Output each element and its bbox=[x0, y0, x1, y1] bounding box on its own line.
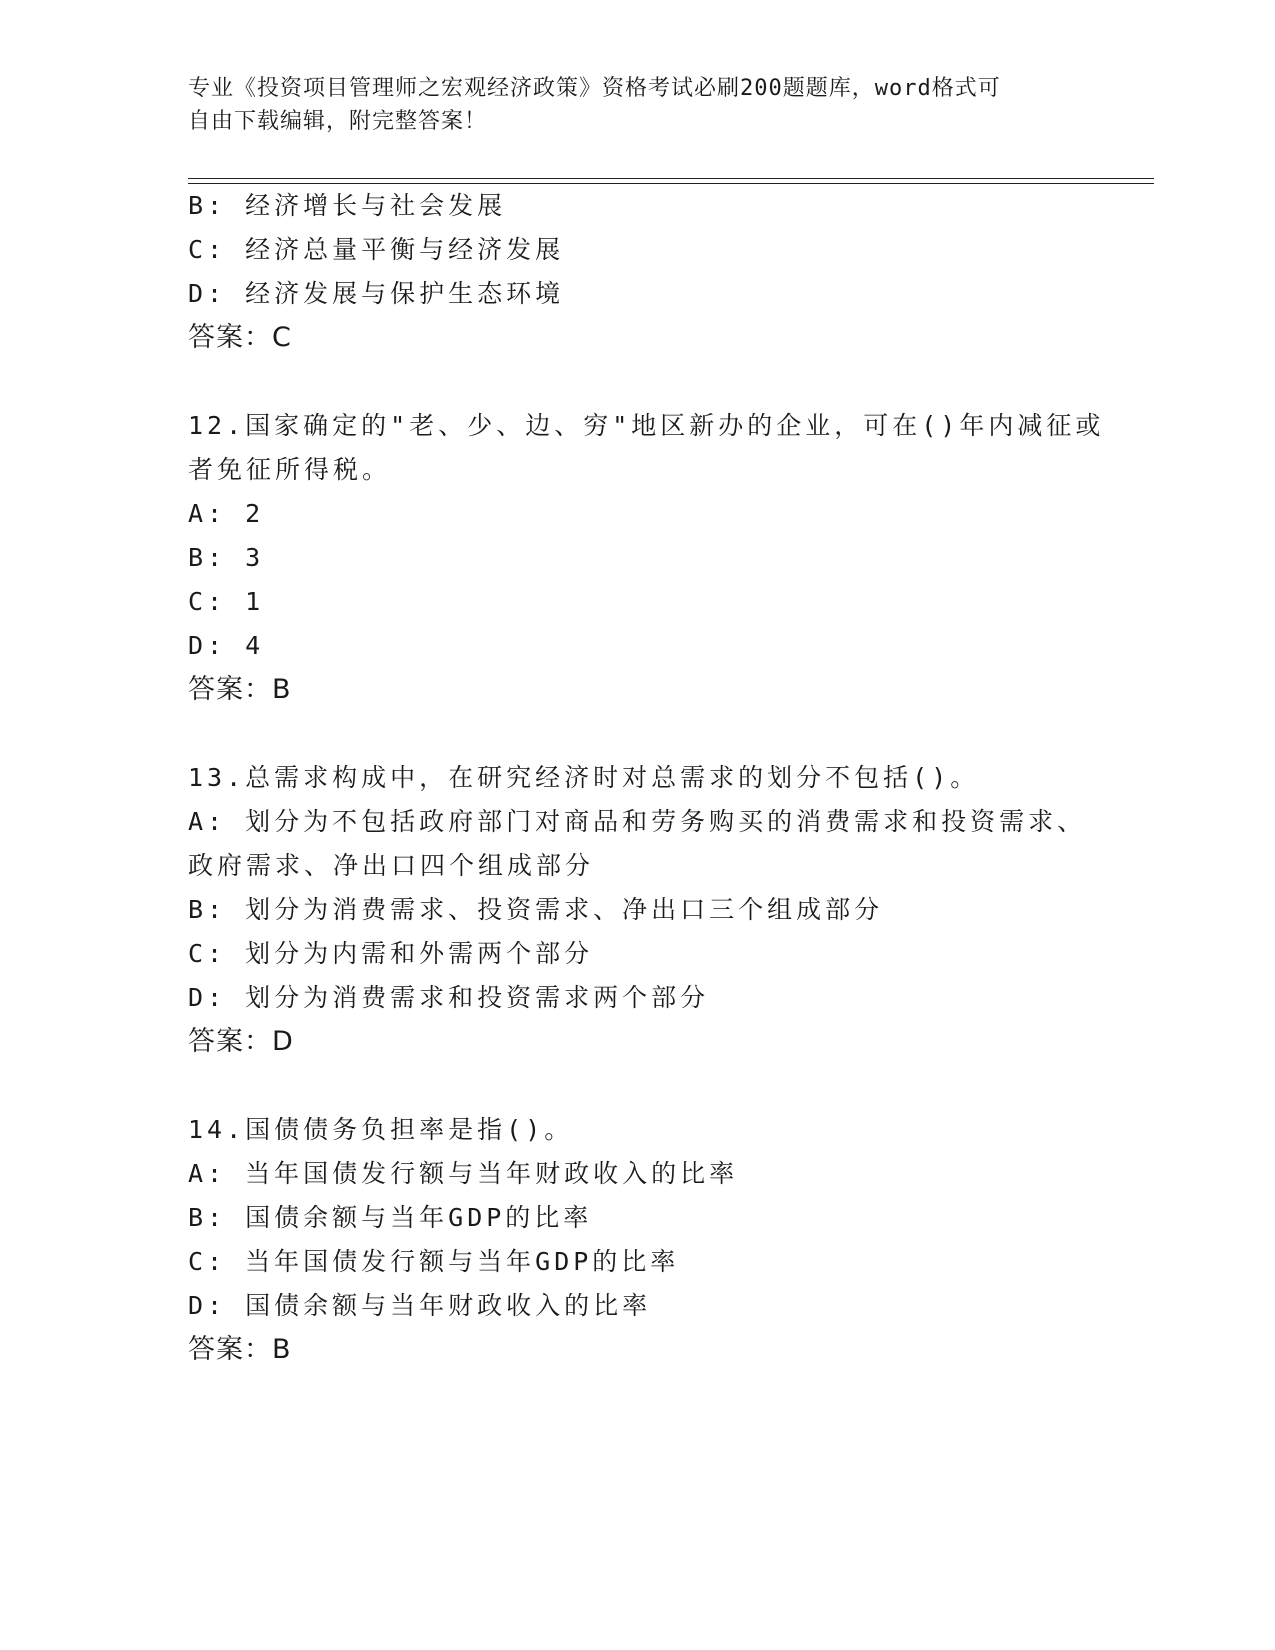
q12-stem-line-1: 12.国家确定的"老、少、边、穷"地区新办的企业，可在()年内减征或 bbox=[188, 411, 1105, 440]
q13-option-d: D: 划分为消费需求和投资需求两个部分 bbox=[188, 983, 710, 1012]
q14-option-b: B: 国债余额与当年GDP的比率 bbox=[188, 1203, 593, 1232]
q12-option-d: D: 4 bbox=[188, 631, 265, 660]
q13-answer: 答案：D bbox=[188, 1026, 294, 1057]
q11-option-c: C: 经济总量平衡与经济发展 bbox=[188, 235, 565, 264]
q14-option-a: A: 当年国债发行额与当年财政收入的比率 bbox=[188, 1159, 739, 1188]
q12-answer: 答案：B bbox=[188, 674, 292, 705]
q13-option-c: C: 划分为内需和外需两个部分 bbox=[188, 939, 594, 968]
header-line-1: 专业《投资项目管理师之宏观经济政策》资格考试必刷200题题库，word格式可 bbox=[188, 76, 1001, 101]
q11-option-d: D: 经济发展与保护生态环境 bbox=[188, 279, 565, 308]
q13-option-b: B: 划分为消费需求、投资需求、净出口三个组成部分 bbox=[188, 895, 884, 924]
q13-option-a-line-1: A: 划分为不包括政府部门对商品和劳务购买的消费需求和投资需求、 bbox=[188, 807, 1087, 836]
q14-answer: 答案：B bbox=[188, 1334, 292, 1365]
q12-option-b: B: 3 bbox=[188, 543, 265, 572]
q12-option-a: A: 2 bbox=[188, 499, 265, 528]
q12-stem-line-2: 者免征所得税。 bbox=[188, 455, 392, 484]
q11-answer: 答案：C bbox=[188, 322, 292, 353]
q14-stem: 14.国债债务负担率是指()。 bbox=[188, 1115, 574, 1144]
q14-option-d: D: 国债余额与当年财政收入的比率 bbox=[188, 1291, 652, 1320]
q11-option-b: B: 经济增长与社会发展 bbox=[188, 191, 507, 220]
header-divider-bottom bbox=[188, 183, 1154, 184]
q13-stem: 13.总需求构成中，在研究经济时对总需求的划分不包括()。 bbox=[188, 763, 980, 792]
header-divider-top bbox=[188, 178, 1154, 179]
q13-option-a-line-2: 政府需求、净出口四个组成部分 bbox=[188, 851, 595, 880]
document-header bbox=[188, 72, 1088, 138]
q14-option-c: C: 当年国债发行额与当年GDP的比率 bbox=[188, 1247, 680, 1276]
header-line-2: 自由下载编辑，附完整答案！ bbox=[188, 109, 488, 134]
q12-option-c: C: 1 bbox=[188, 587, 265, 616]
